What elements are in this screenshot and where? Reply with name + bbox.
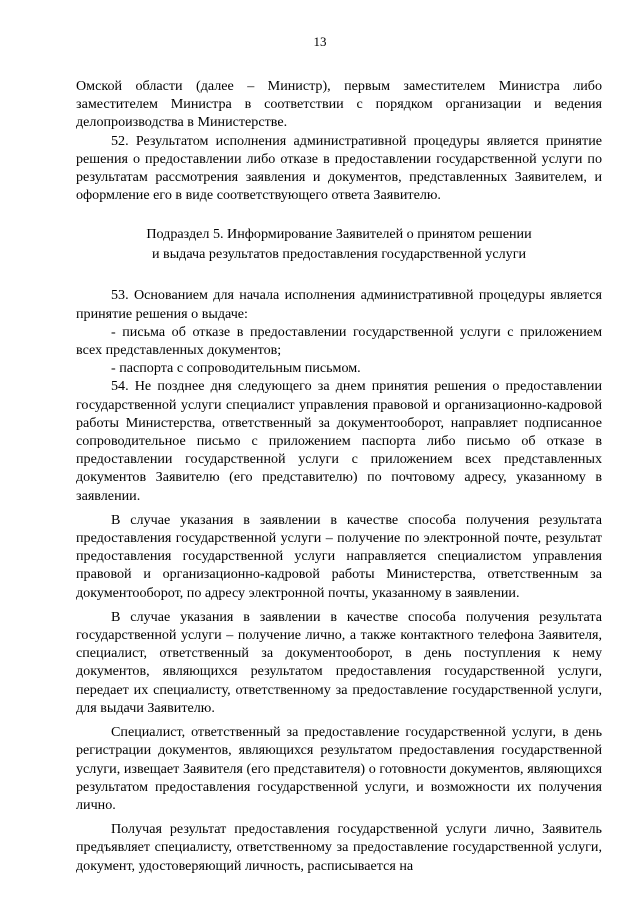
paragraph-53: 53. Основанием для начала исполнения административной процедуры является принятие решения о выдаче: [76, 287, 602, 322]
paragraph-personal-delivery: В случае указания в заявлении в качестве способа получения результата государственной услуги – получение лично, а также контактного телефона Заявителя, специалист, ответственный за документооборот, в день поступления к нему документов, являющихся результатом предоставления государственной услуги, передает их специалисту, ответственному за предоставление государственной услуги, для выдачи Заявителю. [76, 608, 602, 716]
paragraph-53-item-1: - письма об отказе в предоставлении государственной услуги с приложением всех представленных документов; [76, 323, 602, 359]
paragraph-receiving-result: Получая результат предоставления государственной услуги лично, Заявитель предъявляет специалисту, ответственному за предоставление государственной услуги, документ, удостоверяющий личность, расписывается на [76, 821, 602, 874]
paragraph-53-item-2: - паспорта с сопроводительным письмом. [111, 360, 361, 377]
paragraph-specialist-notice: Специалист, ответственный за предоставление государственной услуги, в день регистрации документов, являющихся результатом предоставления государственной услуги, извещает Заявителя (его представителя) о готовности документов, являющихся результатом предоставления государственной услуги, и возможности их получения лично. [76, 724, 602, 813]
subsection-heading [76, 224, 602, 264]
paragraph-continuation: Омской области (далее – Министр), первым заместителем Министра либо заместителем Министра в соответствии с порядком организации и ведения делопроизводства в Министерстве. [76, 78, 602, 131]
subsection-heading-line2: и выдача результатов предоставления государственной услуги [151, 246, 527, 263]
paragraph-54: 54. Не позднее дня следующего за днем принятия решения о предоставлении государственной услуги специалист управления правовой и организационно-кадровой работы Министерства, ответственный за документооборот, направляет подписанное сопроводительное письмо с приложением паспорта либо письмо об отказе в предоставлении государственной услуги с приложением всех представленных документов Заявителю (его представителю) по почтовому адресу, указанному в заявлении. [76, 378, 602, 504]
paragraph-email-delivery: В случае указания в заявлении в качестве способа получения результата предоставления государственной услуги – получение по электронной почте, результат предоставления государственной услуги направляется специалистом управления правовой и организационно-кадровой работы Министерства, ответственным за документооборот, по адресу электронной почты, указанному в заявлении. [76, 511, 602, 601]
paragraph-52: 52. Результатом исполнения административной процедуры является принятие решения о предоставлении либо отказе в предоставлении государственной услуги по результатам рассмотрения заявления и документов, представленных Заявителем, и оформление его в виде соответствующего ответа Заявителю. [76, 132, 602, 204]
page-number: 13 [313, 34, 327, 49]
subsection-heading-line1: Подраздел 5. Информирование Заявителей о принятом решении [146, 226, 532, 243]
document-body [76, 77, 602, 875]
